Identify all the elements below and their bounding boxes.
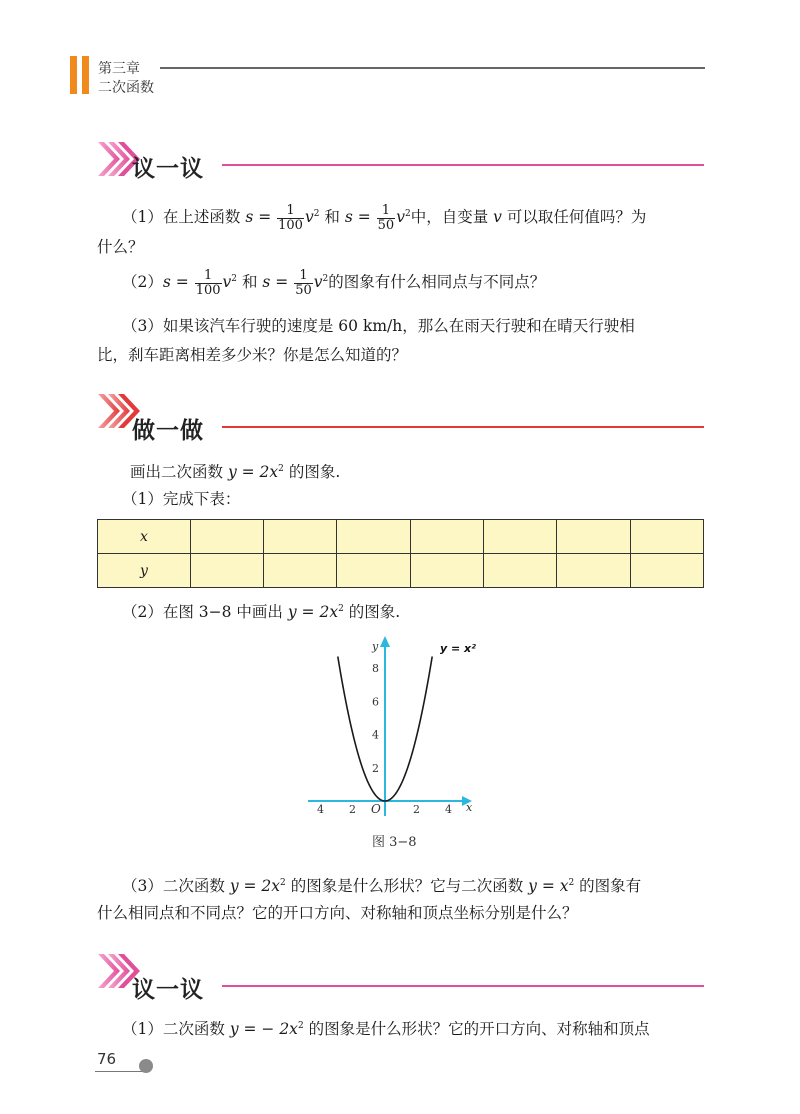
task-step-3-cont: 什么相同点和不同点？它的开口方向、对称轴和顶点坐标分别是什么？ (97, 904, 578, 922)
table-cell[interactable] (337, 554, 410, 588)
table-cell[interactable] (264, 520, 337, 554)
section-title: 做一做 (132, 418, 204, 444)
question-1: （1）在上述函数 s = $\frac{1}{100}$ $v^2$ 和 s = $\frac{1}{50}$ $v^2$中，自变量 v 可以取任何值吗？为 (122, 202, 647, 233)
chapter-title: 二次函数 (98, 80, 154, 96)
task-step-1: （1）完成下表： (122, 490, 241, 508)
section-rule (222, 985, 704, 987)
table-cell[interactable] (630, 520, 703, 554)
task-step-3: （3）二次函数 $y = 2x^2$ 的图象是什么形状？它与二次函数 $y = x^2$ 的图象有 (122, 877, 642, 896)
section-title: 议一议 (132, 977, 204, 1003)
y-axis-label: y (372, 640, 379, 653)
table-cell[interactable] (484, 520, 557, 554)
page-dot (139, 1059, 153, 1073)
table-cell[interactable] (337, 520, 410, 554)
y-tick-label: 4 (372, 728, 379, 742)
y-axis-arrow (380, 636, 390, 647)
y-tick-label: 8 (372, 662, 379, 676)
section-rule (222, 164, 704, 166)
table-cell[interactable] (630, 554, 703, 588)
question-3-cont: 比，刹车距离相差多少米？你是怎么知道的？ (97, 346, 408, 364)
table-cell[interactable] (190, 554, 263, 588)
origin-label: O (371, 802, 381, 816)
y-tick-label: 6 (372, 695, 379, 709)
x-tick-label: 4 (317, 803, 324, 816)
table-row-header: x (98, 520, 191, 554)
table-cell[interactable] (410, 520, 483, 554)
x-tick-label: 4 (445, 803, 452, 816)
table-row (98, 520, 704, 554)
task-step-2: （2）在图 3−8 中画出 $y = 2x^2$ 的图象. (122, 603, 401, 622)
x-tick-label: 2 (413, 803, 420, 816)
curve-label: y = x² (440, 642, 476, 655)
section-title: 议一议 (132, 156, 204, 182)
header-accent-bar (82, 56, 89, 94)
table-cell[interactable] (557, 554, 630, 588)
question-3: （3）如果该汽车行驶的速度是 60 km/h，那么在雨天行驶和在晴天行驶相 (122, 317, 635, 335)
value-table (97, 519, 704, 588)
parabola-graph (300, 630, 500, 825)
table-cell[interactable] (484, 554, 557, 588)
chapter-label: 第三章 (98, 61, 140, 77)
table-cell[interactable] (557, 520, 630, 554)
question-1-cont: 什么？ (97, 238, 144, 256)
y-tick-label: 2 (372, 761, 379, 775)
x-axis-label: x (466, 801, 473, 814)
table-row-header: y (98, 554, 191, 588)
x-tick-label: 2 (349, 803, 356, 816)
figure-caption: 图 3−8 (372, 835, 417, 850)
page-number: 76 (97, 1050, 117, 1068)
table-row (98, 554, 704, 588)
header-rule (160, 67, 705, 69)
question-1: （1）二次函数 y = − $2x^2$ 的图象是什么形状？它的开口方向、对称轴和顶点 (122, 1020, 650, 1039)
header-accent-bar (70, 56, 77, 94)
table-cell[interactable] (264, 554, 337, 588)
task-intro: 画出二次函数 $y = 2x^2$ 的图象. (130, 463, 341, 482)
question-2: （2）s = $\frac{1}{100}$ $v^2$ 和 s = $\frac{1}{50}$ $v^2$的图象有什么相同点与不同点？ (122, 267, 546, 298)
table-cell[interactable] (190, 520, 263, 554)
table-cell[interactable] (410, 554, 483, 588)
section-rule (222, 426, 704, 428)
